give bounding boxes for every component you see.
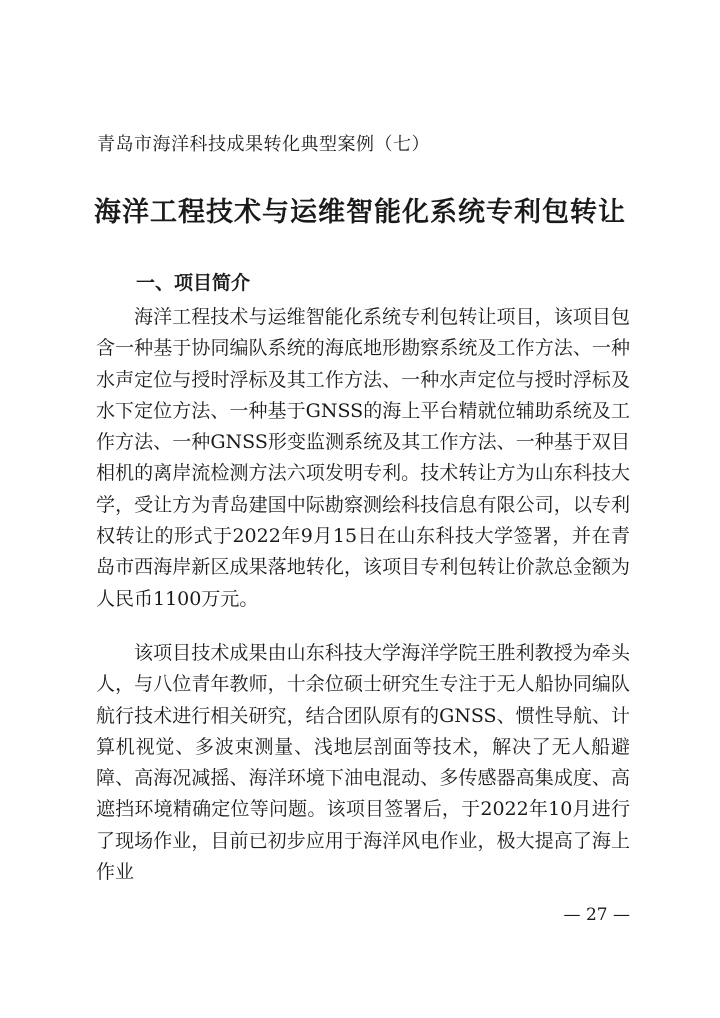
- paragraph-project-intro: 海洋工程技术与运维智能化系统专利包转让项目，该项目包含一种基于协同编队系统的海底地形勘察系统及工作方法、一种水声定位与授时浮标及其工作方法、一种水声定位与授时浮标及水下定位方法、一种基于GNSS的海上平台精就位辅助系统及工作方法、一种GNSS形变监测系统及其工作方法、一种基于双目相机的离岸流检测方法六项发明专利。技术转让方为山东科技大学，受让方为青岛建国中际勘察测绘科技信息有限公司，以专利权转让的形式于2022年9月15日在山东科技大学签署，并在青岛市西海岸新区成果落地转化，该项目专利包转让价款总金额为人民币1100万元。: [96, 306, 630, 610]
- series-title: 青岛市海洋科技成果转化典型案例（七）: [97, 134, 430, 155]
- page-title: 海洋工程技术与运维智能化系统专利包转让: [94, 197, 626, 228]
- paragraph-project-technology: 该项目技术成果由山东科技大学海洋学院王胜利教授为牵头人，与八位青年教师，十余位硕士研究生专注于无人船协同编队航行技术进行相关研究，结合团队原有的GNSS、惯性导航、计算机视觉、多波束测量、浅地层剖面等技术，解决了无人船避障、高海况减摇、海洋环境下油电混动、多传感器高集成度、高遮挡环境精确定位等问题。该项目签署后，于2022年10月进行了现场作业，目前已初步应用于海洋风电作业，极大提高了海上作业: [96, 642, 630, 884]
- page-number: — 27 —: [563, 905, 630, 925]
- section-heading: 一、项目简介: [136, 272, 251, 294]
